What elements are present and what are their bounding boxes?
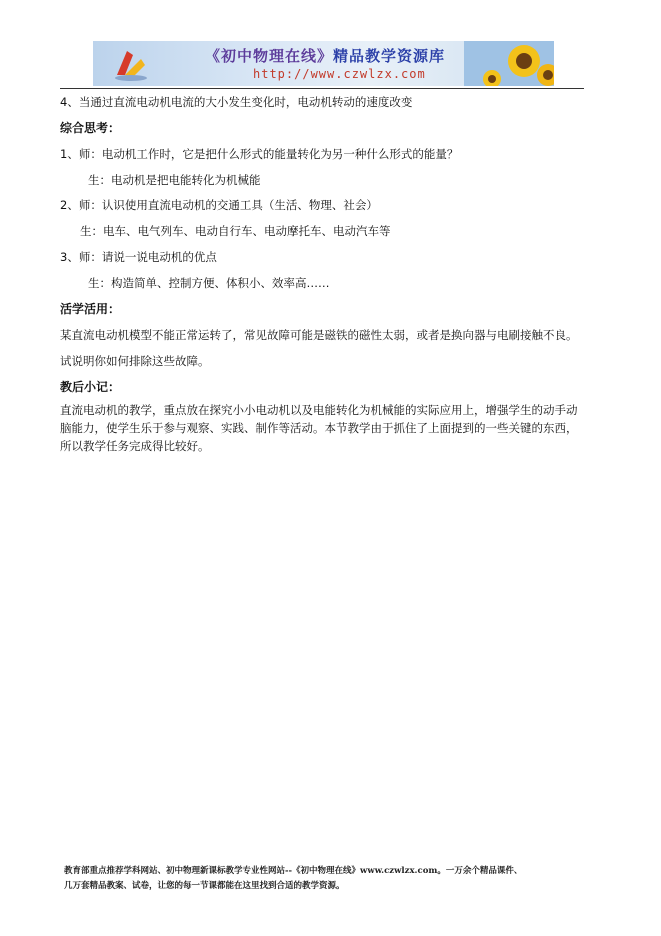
answer-3: 生：构造简单、控制方便、体积小、效率高…… <box>88 276 330 290</box>
heading-synthesis: 综合思考： <box>60 121 121 135</box>
heading-notes: 教后小记： <box>60 380 121 394</box>
banner-title-rest: 精品教学资源库 <box>333 47 446 65</box>
header-divider <box>60 88 584 89</box>
page-footer <box>64 864 594 894</box>
footer-line-2: 几万套精品教案、试卷，让您的每一节课都能在这里找到合适的教学资源。 <box>64 881 345 891</box>
footer-line-1: 教育部重点推荐学科网站、初中物理新课标教学专业性网站--《初中物理在线》www.czwlzx.com。一万余个精品课件、 <box>64 866 523 876</box>
notes-paragraph: 直流电动机的教学，重点放在探究小小电动机以及电能转化为机械能的实际应用上，增强学生的动手动脑能力，使学生乐于参与观察、实践、制作等活动。本节教学由于抓住了上面提到的一些关键的东西，所以教学任务完成得比较好。 <box>60 403 578 453</box>
banner-title-main: 《初中物理在线》 <box>205 47 334 65</box>
banner-title <box>205 45 445 66</box>
header-banner <box>93 41 554 86</box>
answer-1: 生：电动机是把电能转化为机械能 <box>88 173 261 187</box>
heading-apply: 活学活用： <box>60 302 121 316</box>
question-1: 1、师：电动机工作时，它是把什么形式的能量转化为另一种什么形式的能量？ <box>60 147 459 161</box>
site-logo-icon <box>111 45 151 83</box>
question-3: 3、师：请说一说电动机的优点 <box>60 250 217 264</box>
question-2: 2、师：认识使用直流电动机的交通工具（生活、物理、社会） <box>60 198 378 212</box>
apply-paragraph-1: 某直流电动机模型不能正常运转了，常见故障可能是磁铁的磁性太弱，或者是换向器与电刷接触不良。 <box>60 328 578 342</box>
answer-2: 生：电车、电气列车、电动自行车、电动摩托车、电动汽车等 <box>80 224 391 238</box>
sunflower-icon <box>464 41 554 86</box>
banner-url: http://www.czwlzx.com <box>253 67 426 81</box>
apply-paragraph-2: 试说明你如何排除这些故障。 <box>60 354 210 368</box>
item-4: 4、当通过直流电动机电流的大小发生变化时，电动机转动的速度改变 <box>60 95 413 109</box>
